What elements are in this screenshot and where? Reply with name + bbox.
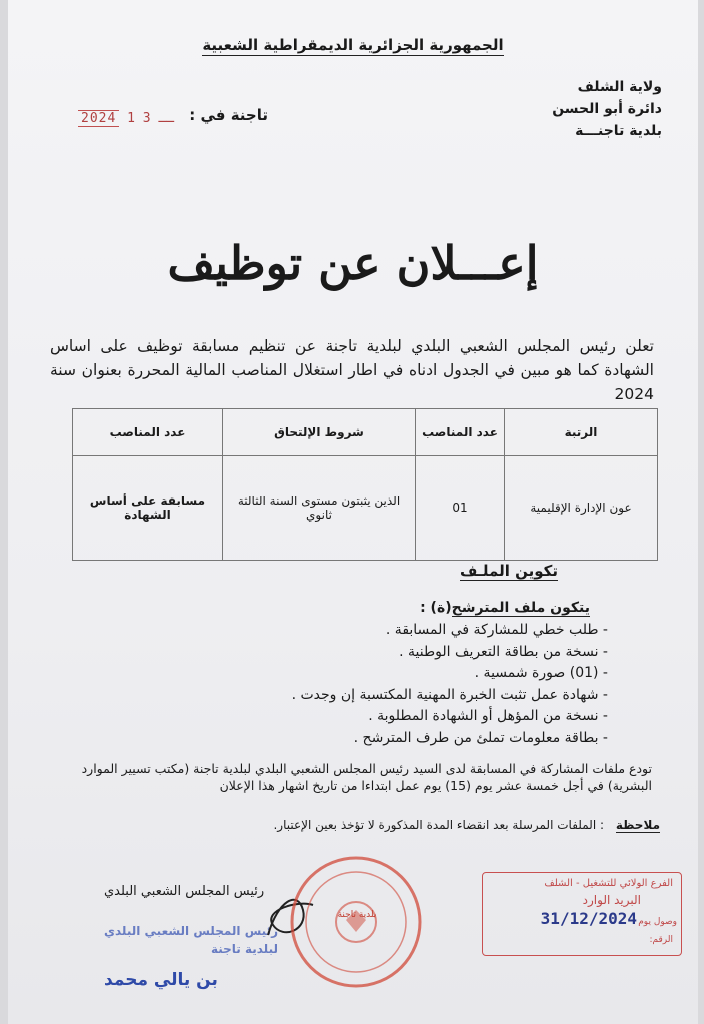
file-section-title: تكوين الملـف <box>459 562 558 580</box>
table-header-row <box>73 409 658 456</box>
cell-conditions: الذين يثبتون مستوى السنة الثالثة ثانوي <box>223 456 416 561</box>
note-line <box>273 818 660 832</box>
list-item: - طلب خطي للمشاركة في المسابقة . <box>292 620 608 642</box>
date-stamp: 2024 ــ 3 1 <box>78 110 174 127</box>
header-positions: عدد المناصب <box>73 409 223 456</box>
daira-line: دائرة أبو الحسن <box>552 101 662 117</box>
received-stamp-office: الفرع الولائي للتشغيل - الشلف <box>544 878 673 889</box>
positions-table <box>72 408 658 561</box>
note-text: : الملفات المرسلة بعد انقضاء المدة المذكورة لا تؤخذ بعين الإعتبار. <box>273 818 605 832</box>
cell-competition-type: مسابقة على أساس الشهادة <box>73 456 223 561</box>
list-item: - نسخة من المؤهل أو الشهادة المطلوبة . <box>292 706 608 728</box>
received-stamp-arrival: وصول يوم <box>638 917 677 927</box>
received-stamp-ref: الرقم: <box>649 935 673 945</box>
date-stamp-year: 2024 <box>78 110 119 127</box>
administration-block <box>552 76 662 142</box>
header-conditions: شروط الإلتحاق <box>223 409 416 456</box>
intro-paragraph: تعلن رئيس المجلس الشعبي البلدي لبلدية تاجنة عن تنظيم مسابقة توظيف على اساس الشهادة كما هو مبين في الجدول ادناه في اطار استغلال المناصب المالية المحررة بعنوان سنة 2024 <box>50 337 654 403</box>
date-stamp-day: 3 1 <box>127 111 151 126</box>
deposit-paragraph: تودع ملفات المشاركة في المسابقة لدى السيد رئيس المجلس الشعبي البلدي لبلدية تاجنة (مكتب تسيير الموارد البشرية) في أجل خمسة عشر يوم (15) يوم عمل ابتداءا من تاريخ اشهار هذا الإعلان <box>81 761 652 793</box>
republic-header: الجمهورية الجزائرية الديمقراطية الشعبية <box>202 36 504 54</box>
list-item: - نسخة من بطاقة التعريف الوطنية . <box>292 642 608 664</box>
signature-stamp-text: رئيس المجلس الشعبي البلدي لبلدية تاجنة <box>104 924 278 956</box>
header-rank: الرتبة <box>505 409 658 456</box>
list-item: - شهادة عمل تثبت الخبرة المهنية المكتسبة إن وجدت . <box>292 685 608 707</box>
required-documents-list <box>292 620 608 749</box>
cell-rank: عون الإدارة الإقليمية <box>505 456 658 561</box>
signer-name: بن يالي محمد <box>104 970 218 990</box>
official-seal-icon <box>286 852 426 992</box>
date-label: تاجنة في : <box>189 106 268 124</box>
header-positions-count: عدد المناصب <box>416 409 505 456</box>
file-section-subtitle: يتكون ملف المترشح(ة) : <box>420 600 590 616</box>
list-item: - (01) صورة شمسية . <box>292 663 608 685</box>
note-label: ملاحظة <box>615 818 660 832</box>
date-line <box>78 106 268 132</box>
list-item: - بطاقة معلومات تملئ من طرف المترشح . <box>292 728 608 750</box>
received-stamp-number: 31/12/2024 <box>540 909 637 928</box>
seal-text: بلدية تاجنة <box>337 910 377 920</box>
received-stamp-label: البريد الوارد <box>582 893 641 907</box>
table-row <box>73 456 658 561</box>
received-mail-stamp <box>482 872 682 956</box>
cell-count: 01 <box>416 456 505 561</box>
signer-title: رئيس المجلس الشعبي البلدي <box>104 884 265 899</box>
document-page <box>8 0 698 1024</box>
commune-line: بلدية تاجنـــة <box>575 123 662 139</box>
announcement-title: إعـــلان عن توظيف <box>167 236 539 290</box>
wilaya-line: ولاية الشلف <box>577 79 662 95</box>
